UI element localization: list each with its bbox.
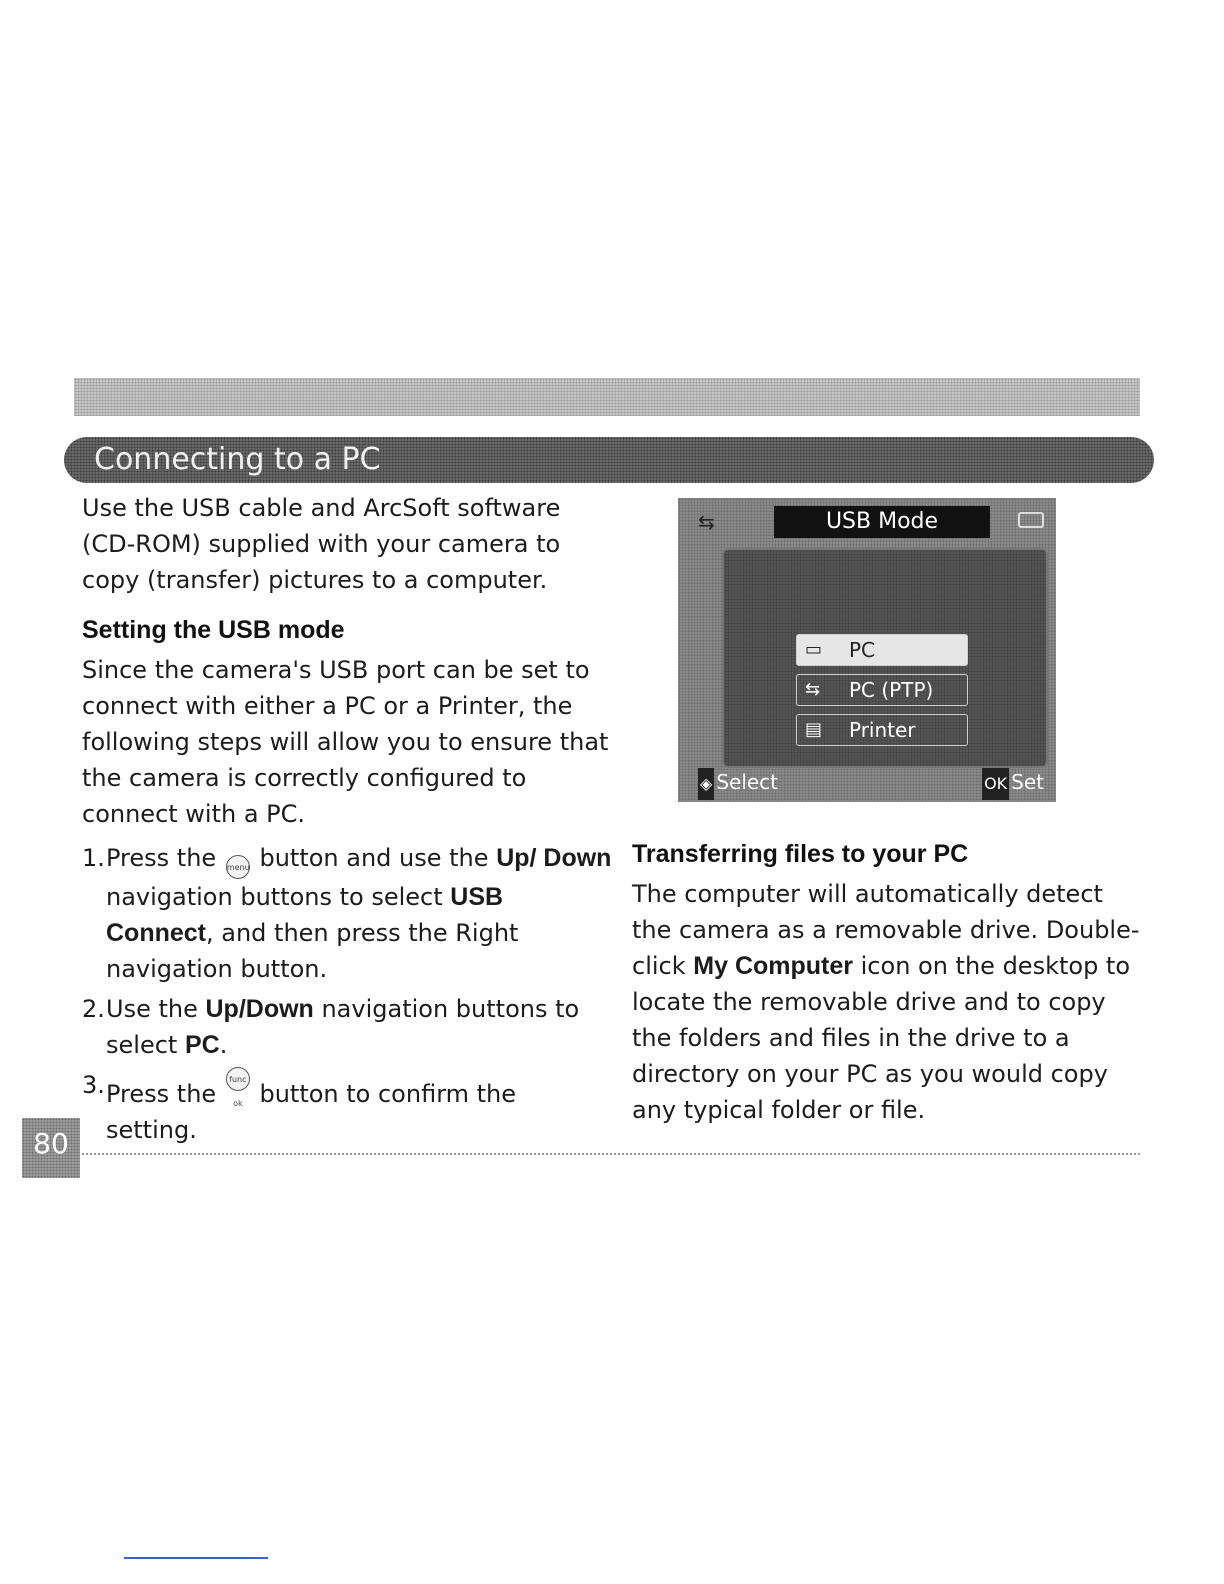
step-keyword: Up/Down (205, 995, 314, 1023)
transfer-text: icon on the desktop to locate the removable drive and to copy the folders and files in the drive to a directory on your PC as you would copy any typical folder or file. (632, 952, 1131, 1124)
nav-pad-icon: ◈ (698, 768, 714, 800)
right-column (632, 836, 1142, 1136)
step-text: , and then press the Right navigation button. (106, 919, 519, 983)
transfer-text: The computer will automatically detect the camera as a removable drive. Double-click (632, 880, 1140, 980)
header-band (74, 378, 1140, 416)
step-keyword: Up/ Down (496, 844, 612, 872)
footer-divider (82, 1153, 1140, 1155)
usb-mode-description: Since the camera's USB port can be set to connect with either a PC or a Printer, the following steps will allow you to ensure that the camera is correctly configured to connect with a PC. (82, 656, 609, 828)
step-text: . (219, 1031, 228, 1059)
step-number: 2. (82, 995, 105, 1023)
step-text: navigation buttons to select (106, 995, 580, 1059)
screen-title: USB Mode (774, 506, 990, 538)
option-pc[interactable] (796, 634, 968, 666)
select-softkey (698, 766, 778, 800)
usb-mode-heading: Setting the USB mode (82, 616, 345, 644)
step-keyword: PC (184, 1031, 220, 1059)
step-1 (82, 840, 612, 987)
step-text: button and use the (259, 844, 489, 872)
step-text: Press the (106, 1080, 217, 1108)
option-printer[interactable] (796, 714, 968, 746)
step-text: button to confirm the setting. (106, 1080, 517, 1144)
camera-screen (678, 498, 1056, 802)
option-label: PC (849, 638, 876, 662)
softkey-bar (698, 766, 1044, 798)
step-keyword: USB Connect (106, 883, 504, 947)
usb-icon: ⇆ (698, 510, 715, 534)
left-column (82, 490, 612, 1152)
section-title: Connecting to a PC (94, 442, 381, 477)
softkey-label: Set (1011, 770, 1044, 794)
step-number: 1. (82, 844, 105, 872)
battery-icon (1018, 512, 1044, 528)
bottom-rule (124, 1557, 268, 1559)
transfer-heading: Transferring files to your PC (632, 840, 969, 868)
step-2 (82, 991, 612, 1063)
option-pc-ptp[interactable] (796, 674, 968, 706)
step-text: Use the (106, 995, 198, 1023)
transfer-paragraph (632, 876, 1142, 1128)
intro-paragraph: Use the USB cable and ArcSoft software (CD-ROM) supplied with your camera to copy (transfer) pictures to a computer. (82, 494, 561, 594)
option-label: PC (PTP) (849, 678, 934, 702)
set-softkey (982, 766, 1044, 800)
usb-plug-icon: ⇆ (805, 679, 821, 700)
step-number: 3. (82, 1071, 105, 1099)
ok-button-icon: OK (982, 768, 1009, 800)
section-title-bar (64, 437, 1154, 483)
step-text: Press the (106, 844, 217, 872)
step-3 (82, 1067, 612, 1148)
usb-mode-dialog (722, 548, 1048, 768)
steps-list (82, 840, 612, 1148)
printer-icon: ▤ (805, 719, 823, 740)
softkey-label: Select (716, 770, 779, 794)
page-number: 80 (33, 1127, 69, 1160)
transfer-keyword: My Computer (693, 952, 853, 980)
step-text: navigation buttons to select (106, 883, 443, 911)
func-ok-button-icon: func ok (226, 1067, 250, 1091)
option-label: Printer (849, 718, 916, 742)
computer-icon: ▭ (805, 639, 823, 660)
page-number-box (22, 1118, 80, 1178)
menu-button-icon: menu (226, 855, 250, 879)
